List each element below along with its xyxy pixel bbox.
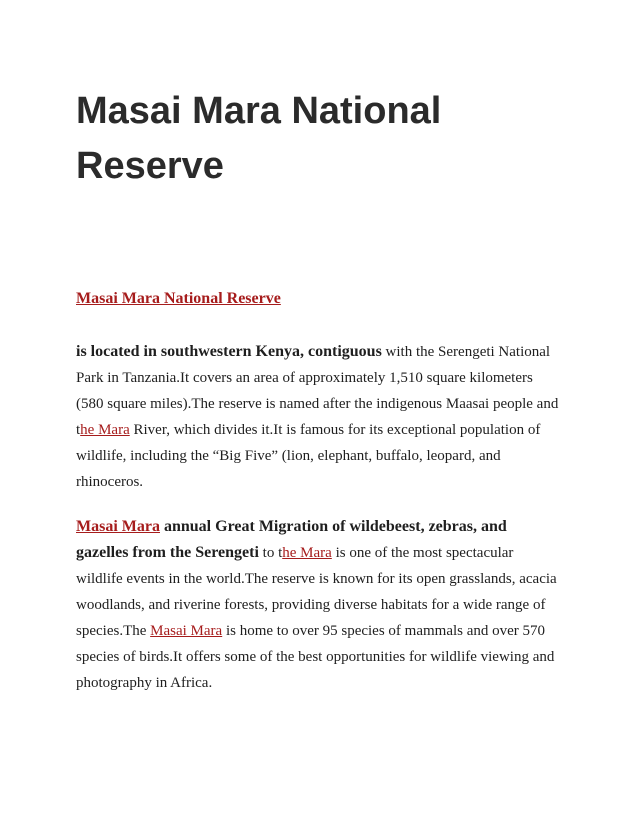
paragraph-location-text-b: River, which divides it.It is famous for its exceptional population of wildlife, including the “Big Five” (lion, elephant, buffalo, leopard, and rhinoceros. (76, 422, 541, 490)
page-title: Masai Mara National Reserve (76, 90, 442, 187)
paragraph-migration-text-a: to t (258, 545, 283, 561)
paragraph-migration-bold: annual Great Migration of wildebeest, zebras, and gazelles from the Serengeti (76, 518, 507, 561)
link-the-mara[interactable]: he Mara (282, 545, 332, 561)
link-masai-mara-species[interactable]: Masai Mara (150, 623, 223, 639)
paragraph-migration-text-b: is one of the most spectacular wildlife events in the world.The reserve is known for its open grasslands, acacia woodlands, and riverine forests, providing diverse habitats for a wide range of species.The (76, 545, 557, 639)
paragraph-migration-text-c: is home to over 95 species of mammals and over 570 species of birds.It offers some of the best opportunities for wildlife viewing and photography in Africa. (76, 623, 555, 691)
paragraph-location-bold-lead: is located in southwestern Kenya, contiguous (76, 343, 382, 360)
link-masai-mara-migration[interactable]: Masai Mara (76, 518, 160, 535)
paragraph-migration (76, 514, 562, 696)
link-the-mara-river[interactable]: he Mara (80, 422, 130, 438)
paragraph-location-text-a: with the Serengeti National Park in Tanzania.It covers an area of approximately 1,510 square kilometers (580 square miles).The reserve is named after the indigenous Maasai people and t (76, 344, 559, 438)
paragraph-location (76, 339, 562, 495)
heading-link-masai-mara[interactable]: Masai Mara National Reserve (76, 290, 281, 307)
